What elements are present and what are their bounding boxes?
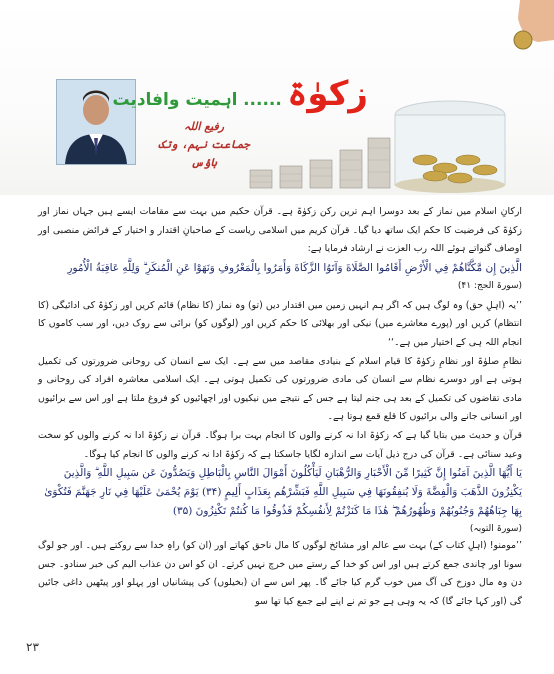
- article-body: [38, 203, 522, 612]
- translation-1: ’’یہ (اہلِ حق) وہ لوگ ہیں کہ اگر ہم انہیں زمین میں اقتدار دیں (تو) وہ نماز (کا نظام) قائم کریں اور زکوٰۃ کی ادائیگی (کا انتظام) کریں اور (پورے معاشرے میں) نیکی اور بھلائی کا حکم کریں اور (لوگوں کو) برائی سے روک دیں، اور سب کاموں کا انجام اللہ ہی کے اختیار میں ہے۔‘‘: [38, 299, 522, 348]
- translation-2: ’’مومنو! (اہلِ کتاب کے) بہت سے عالم اور مشائخ لوگوں کا مال ناحق کھاتے اور (ان کو) راہِ خدا سے روکتے ہیں۔ اور جو لوگ سونا اور چاندی جمع کرتے ہیں اور اس کو خدا کے رستے میں خرچ نہیں کرتے۔ ان کو اس دن عذاب الیم کی خبر سنادو۔ جس دن وہ مال دوزخ کی آگ میں خوب گرم کیا جائے گا۔ پھر اس سے ان (بخیلوں) کی پیشانیاں اور پہلو اور پیٹھیں داغی جائیں گی (اور کہا جائے گا) کہ یہ وہی ہے جو تم نے اپنے لیے جمع کیا تھا سو: [38, 540, 522, 607]
- paragraph-2: نظامِ صلوٰۃ اور نظامِ زکوٰۃ کا قیام اسلام کے بنیادی مقاصد میں سے ہے۔ ایک سے انسان کی روحانی ضرورتوں کی تکمیل ہوتی ہے اور دوسرے نظام سے انسان کی مادی ضرورتوں کی تکمیل ہوتی ہے۔ ایک اسلامی معاشرہ افراد کی روحانی و مادی تقاضوں کی تکمیل کے بعد ہی جنم لیتا ہے جس کے نتیجے میں نیکیوں اور اچھائیوں کو فروغ ملتا ہے اور اس سے برائیوں اور انسانی جانے والی برائیوں کا قلع قمع ہوتا ہے۔: [38, 355, 522, 423]
- title-subtitle: اہمیت وافادیت: [112, 90, 238, 110]
- title-main: زکوٰۃ: [287, 74, 368, 114]
- title-dots: ......: [243, 90, 282, 110]
- paragraph-3: قرآن و حدیث میں بتایا گیا ہے کہ زکوٰۃ ادا نہ کرنے والوں کا انجام بہت برا ہوگا۔ قرآن نے زکوٰۃ ادا نہ کرنے والوں کو سخت وعید سنائی ہے۔ قرآن کی درج ذیل آیات سے اندازہ لگایا جاسکتا ہے کہ زکوٰۃ ادا نہ کرنے والوں کا انجام کیا ہوگا۔: [38, 429, 522, 460]
- article-title: [112, 73, 368, 114]
- verse-1-reference: (سورۃ الحج: ۴۱): [457, 280, 522, 291]
- author-class: جماعت نہم، وتک ہاؤس: [158, 138, 250, 169]
- quran-verse-2: يَا أَيُّهَا الَّذِينَ آمَنُوا إِنَّ كَثِيرًا مِّنَ الْأَحْبَارِ وَالرُّهْبَانِ لَيَأْكُلُونَ أَمْوَالَ النَّاسِ بِالْبَاطِلِ وَيَصُدُّونَ عَن سَبِيلِ اللَّهِ ۗ وَالَّذِينَ يَكْنِزُونَ الذَّهَبَ وَالْفِضَّةَ وَلَا يُنفِقُونَهَا فِي سَبِيلِ اللَّهِ فَبَشِّرْهُم بِعَذَابٍ أَلِيمٍ (۳۴) يَوْمَ يُحْمَىٰ عَلَيْهَا فِي نَارِ جَهَنَّمَ فَتُكْوَىٰ بِهَا جِبَاهُهُمْ وَجُنُوبُهُمْ وَظُهُورُهُمْ ۖ هَٰذَا مَا كَنَزْتُمْ لِأَنفُسِكُمْ فَذُوقُوا مَا كُنتُمْ تَكْنِزُونَ (۳۵): [44, 467, 522, 518]
- verse-2-reference: (سورۃ التوبہ): [469, 524, 522, 535]
- author-name: رفیع اللہ: [183, 120, 225, 133]
- header-banner: [0, 0, 554, 195]
- page-number: ۲۳: [26, 640, 39, 654]
- author-block: [154, 118, 254, 172]
- paragraph-1: ارکانِ اسلام میں نماز کے بعد دوسرا اہم ترین رکن زکوٰۃ ہے۔ قرآن حکیم میں بہت سے مقامات ایسے ہیں جہاں نماز اور زکوٰۃ کی فرضیت کا حکم ایک ساتھ دیا گیا۔ قرآن کریم میں اسلامی ریاست کے صاحبانِ اقتدار و اختیار کے فرائض منصبی اور اوصاف گنواتے ہوئے اللہ رب العزت نے ارشاد فرمایا ہے:: [38, 206, 522, 255]
- quran-verse-1: الَّذِينَ إِن مَّكَّنَّاهُمْ فِي الْأَرْضِ أَقَامُوا الصَّلَاةَ وَآتَوُا الزَّكَاةَ وَأَمَرُوا بِالْمَعْرُوفِ وَنَهَوْا عَنِ الْمُنكَرِ ۗ وَلِلَّهِ عَاقِبَةُ الْأُمُورِ: [67, 261, 522, 274]
